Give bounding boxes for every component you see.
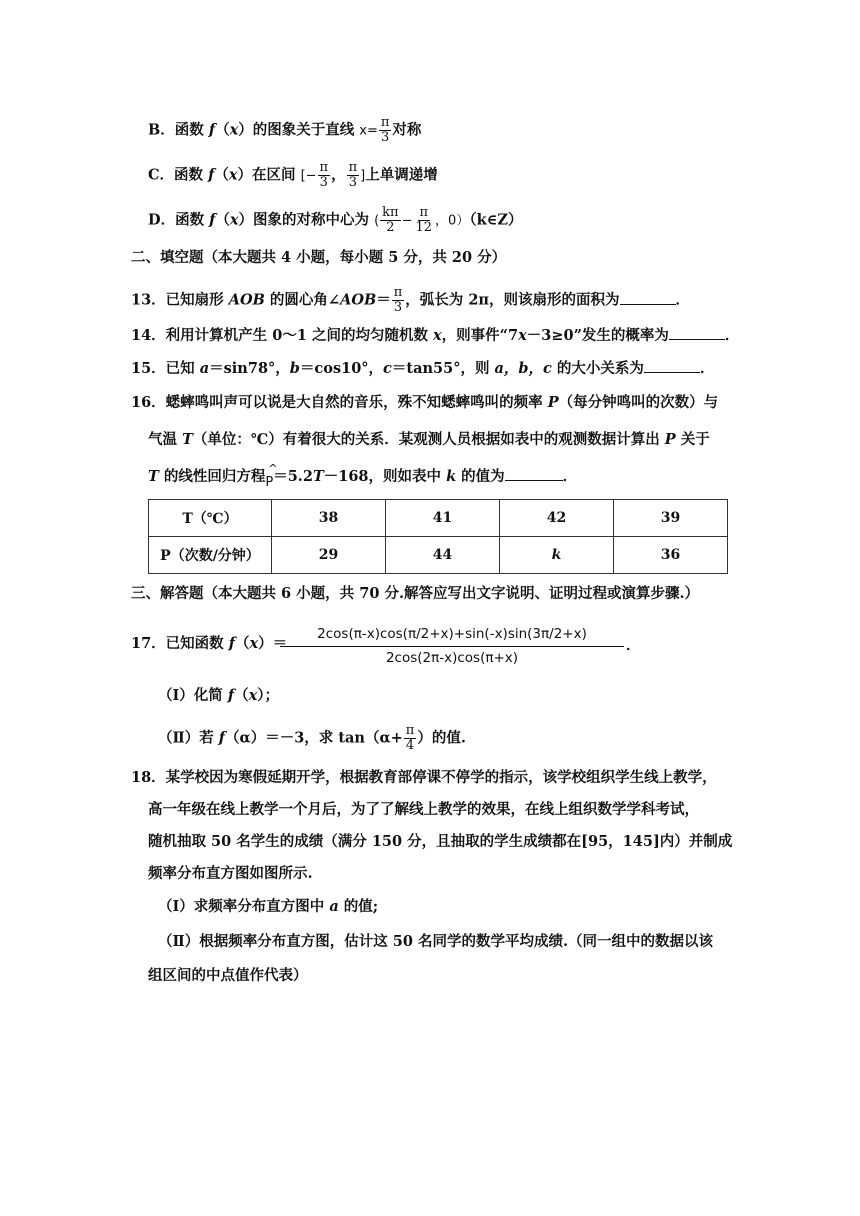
table-cell: 36	[614, 537, 728, 574]
table-header-cell: T（℃）	[149, 500, 272, 537]
question-16-line-2: 气温 T（单位：℃）有着很大的关系．某观测人员根据如表中的观测数据计算出 P 关于	[148, 431, 710, 448]
question-16-line-1: 16．蟋蟀鸣叫声可以说是大自然的音乐，殊不知蟋蟀鸣叫的频率 P（每分钟鸣叫的次数）与	[131, 394, 719, 411]
question-17-part-1: （Ⅰ）化简 f（x）；	[158, 687, 279, 704]
section-heading-fill-in: 二、填空题（本大题共 4 小题，每小题 5 分，共 20 分）	[131, 249, 507, 266]
question-18-line-2: 高一年级在线上教学一个月后，为了了解线上教学的效果，在线上组织数学学科考试，	[148, 801, 699, 818]
table-cell: 41	[386, 500, 500, 537]
question-17-part-2: （Ⅱ）若 f（α）＝－3，求 tan（α+ $\frac{\pi}{4}$ ）的值.	[158, 723, 466, 753]
option-d: D．函数 f（x）图象的对称中心为 ( $\frac{k\pi}{2}$ − $\frac{\pi}{12}$ ，0）（k∈Z）	[148, 205, 523, 235]
answer-blank	[505, 468, 563, 481]
hat-symbol: ^	[268, 462, 278, 475]
table-cell: 44	[386, 537, 500, 574]
question-18-line-4: 频率分布直方图如图所示.	[148, 865, 313, 882]
answer-blank	[620, 292, 676, 305]
option-c: C．函数 f（x）在区间 [− $\frac{\pi}{3}$ ， $\frac{\pi}{3}$ ]上单调递增	[148, 160, 438, 190]
table-cell: 29	[272, 537, 386, 574]
observation-table	[148, 499, 728, 574]
answer-blank	[669, 327, 725, 340]
fraction-denominator: 2cos(2π-x)cos(π+x)	[385, 650, 519, 666]
table-header-cell: P（次数/分钟）	[149, 537, 272, 574]
option-b: B．函数 f（x）的图象关于直线 x= $\frac{\pi}{3}$ 对称	[148, 115, 422, 145]
answer-blank	[644, 360, 700, 373]
table-row	[149, 500, 728, 537]
question-18-part-1: （Ⅰ）求频率分布直方图中 a 的值;	[158, 898, 379, 915]
period: ．	[626, 637, 641, 654]
function-fraction	[280, 622, 624, 669]
table-cell: 42	[500, 500, 614, 537]
section-heading-solutions: 三、解答题（本大题共 6 小题，共 70 分.解答应写出文字说明、证明过程或演算步骤.）	[131, 585, 700, 602]
fraction-numerator: 2cos(π-x)cos(π/2+x)+sin(-x)sin(3π/2+x)	[317, 626, 587, 642]
question-18-part-2: （Ⅱ）根据频率分布直方图，估计这 50 名同学的数学平均成绩.（同一组中的数据以该	[158, 933, 714, 950]
question-15: 15．已知 a＝sin78°，b＝cos10°，c＝tan55°，则 a，b，c 的大小关系为 ．	[131, 360, 715, 377]
question-13: 13．已知扇形 AOB 的圆心角∠AOB＝ $\frac{\pi}{3}$ ，弧长为 2π，则该扇形的面积为 ．	[131, 285, 691, 315]
question-18-part-2-cont: 组区间的中点值作代表）	[148, 967, 308, 984]
table-cell: k	[500, 537, 614, 574]
question-16-line-3: T 的线性回归方程 ^ P＝5.2T－168，则如表中 k 的值为 ．	[148, 467, 577, 488]
question-17: 17．已知函数 f（x）＝	[131, 635, 288, 652]
table-cell: 39	[614, 500, 728, 537]
question-18-line-3: 随机抽取 50 名学生的成绩（满分 150 分，且抽取的学生成绩都在[95，145]内）并制成	[148, 833, 733, 850]
table-row	[149, 537, 728, 574]
table-cell: 38	[272, 500, 386, 537]
question-18-line-1: 18．某学校因为寒假延期开学，根据教育部停课不停学的指示，该学校组织学生线上教学，	[131, 769, 717, 786]
question-14: 14．利用计算机产生 0～1 之间的均匀随机数 x，则事件“7x－3≥0”发生的概率为 ．	[131, 327, 740, 344]
fraction: $\frac{\pi}{3}$	[380, 115, 390, 145]
